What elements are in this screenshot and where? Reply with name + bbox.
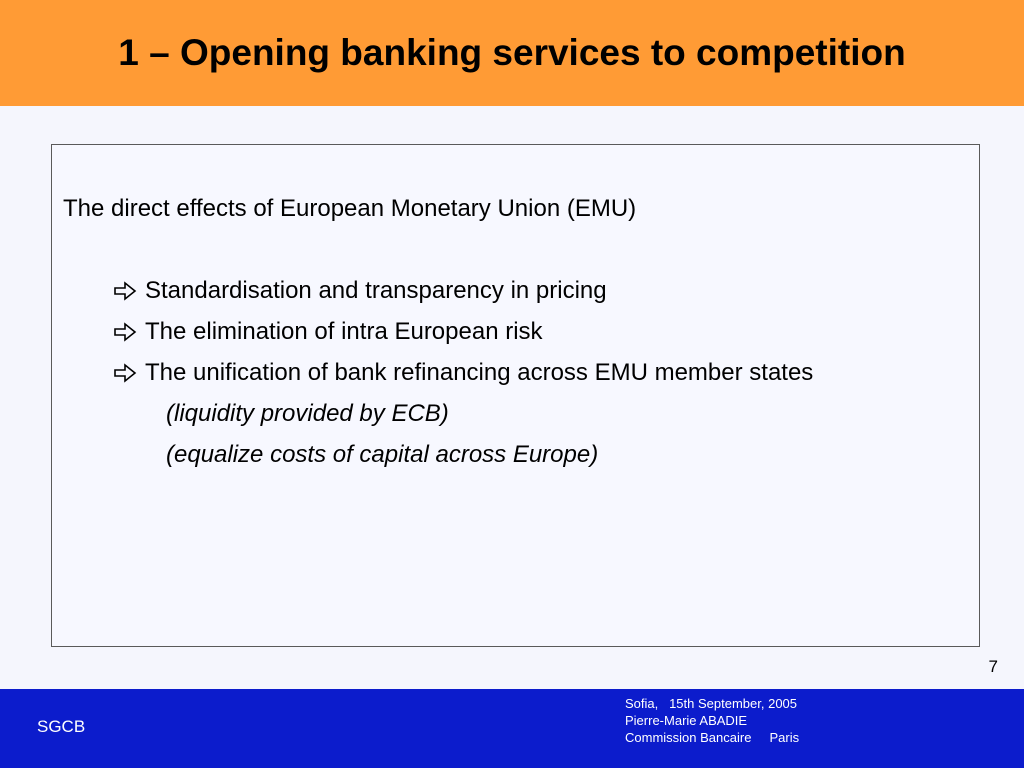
bullet-item-risk (113, 316, 543, 348)
footer-author-line: Pierre-Marie ABADIE (625, 713, 748, 728)
footer-date-line: Sofia, 15th September, 2005 (625, 696, 798, 711)
bullet-item-refinancing (113, 357, 813, 389)
bullet-label: Standardisation and transparency in pricing (145, 277, 607, 304)
sub-note-liquidity: (liquidity provided by ECB) (166, 400, 449, 427)
hollow-right-arrow-icon (113, 322, 137, 342)
footer-organization: SGCB (37, 717, 86, 736)
slide-footer (0, 689, 1024, 768)
footer-institution-line: Commission Bancaire Paris (625, 730, 800, 745)
intro-text: The direct effects of European Monetary Union (EMU) (63, 195, 637, 222)
hollow-right-arrow-icon (113, 281, 137, 301)
bullet-label: The elimination of intra European risk (145, 318, 543, 345)
hollow-right-arrow-icon (113, 363, 137, 383)
page-number: 7 (988, 657, 998, 676)
content-box (51, 144, 980, 647)
bullet-item-pricing (113, 275, 607, 307)
slide-header (0, 0, 1024, 106)
bullet-label: The unification of bank refinancing across EMU member states (145, 359, 814, 386)
slide-title: 1 – Opening banking services to competition (118, 32, 906, 73)
footer-details (625, 695, 799, 746)
sub-note-capital: (equalize costs of capital across Europe) (166, 441, 599, 468)
